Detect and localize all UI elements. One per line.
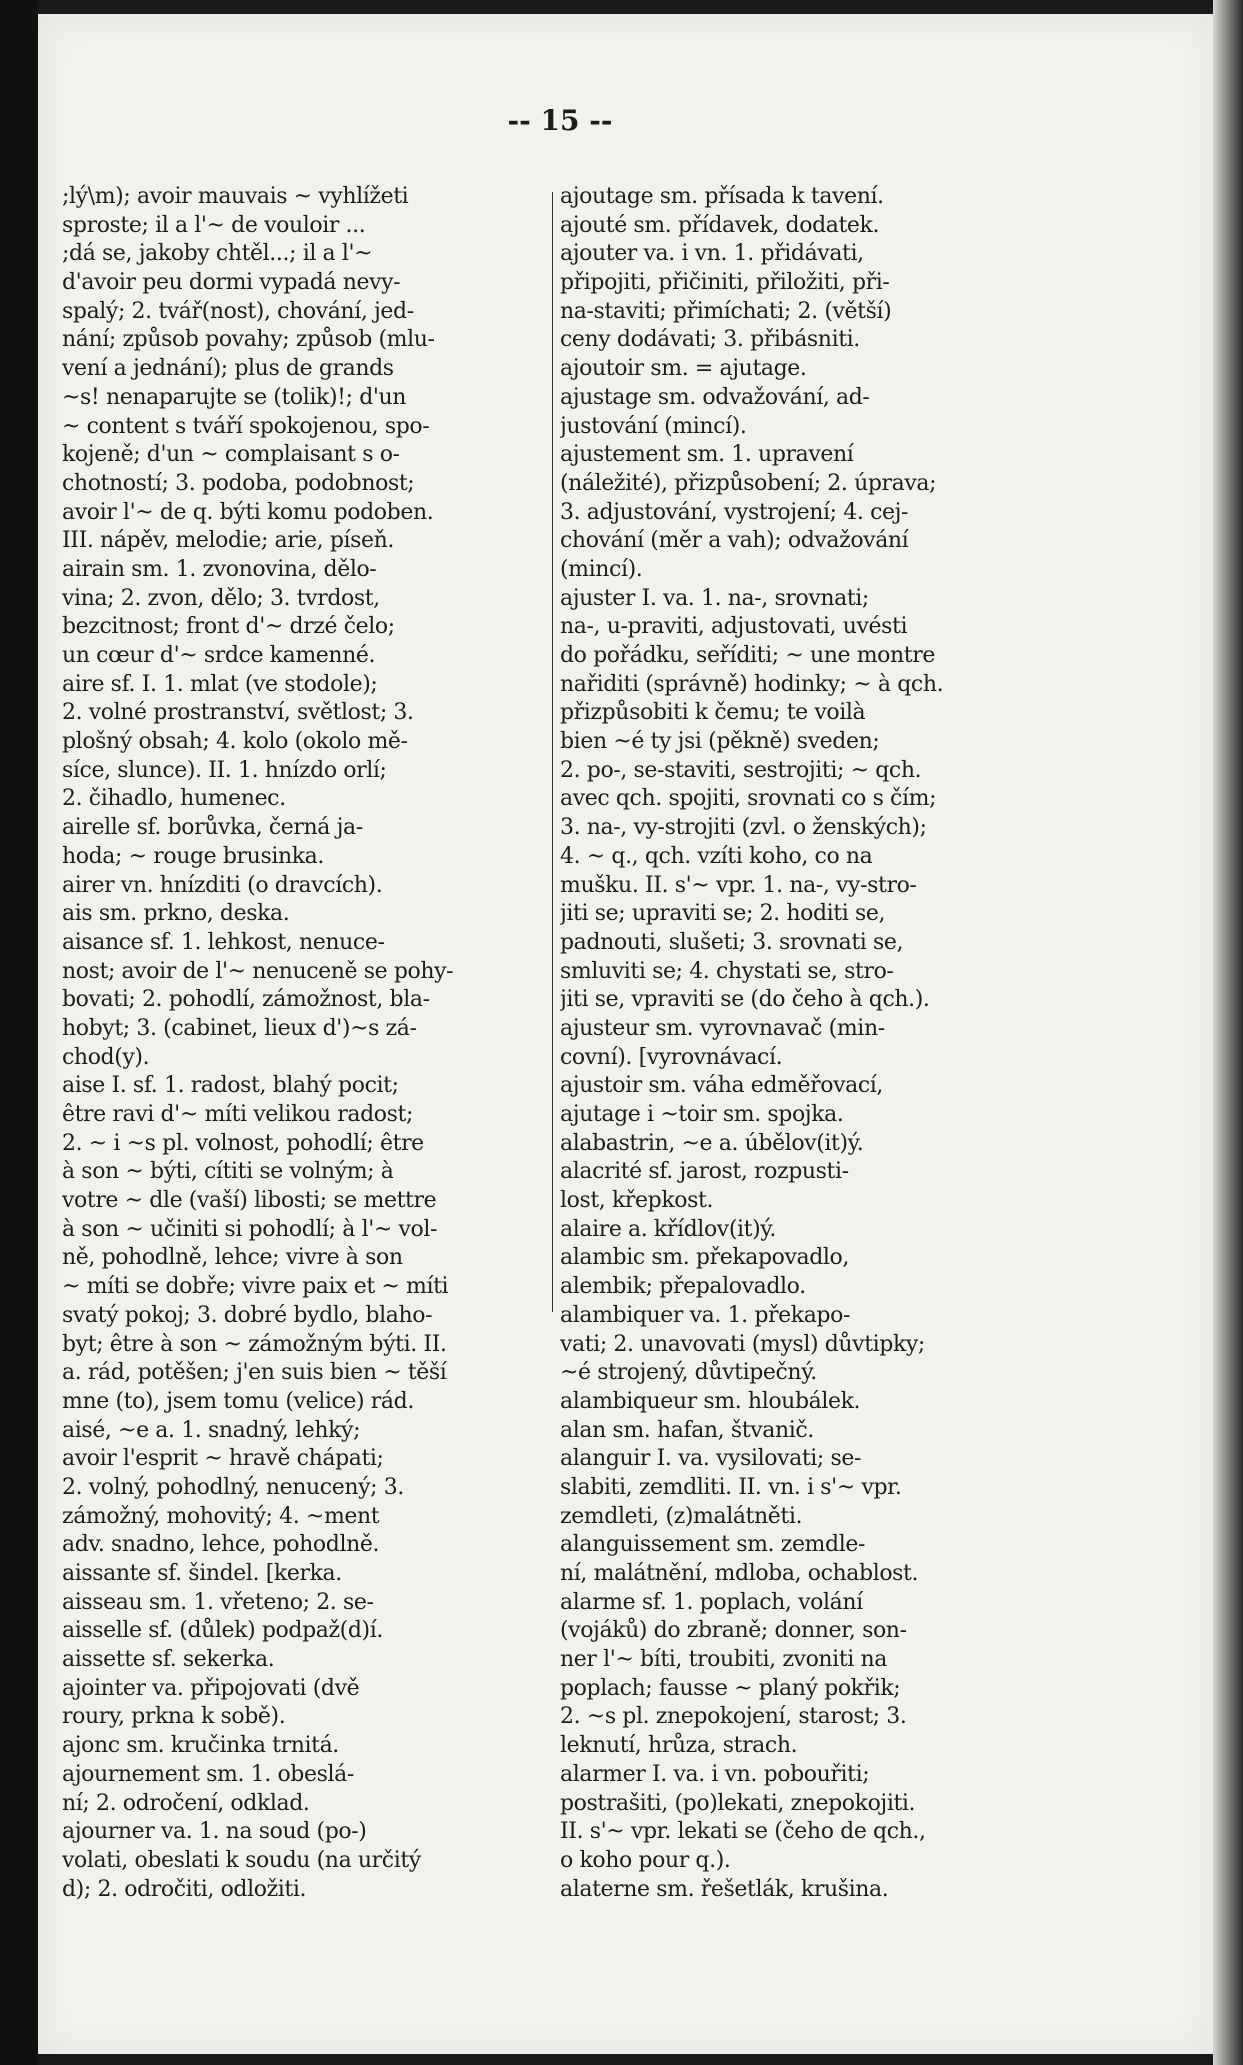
entry-line: vina; 2. zvon, dělo; 3. tvrdost, [62, 585, 380, 611]
column-left [62, 183, 540, 1904]
entry-line: ně, pohodlně, lehce; vivre à son [62, 1245, 403, 1271]
entry-line: ajoutoir sm. = ajutage. [560, 356, 807, 382]
entry-line: ajouter va. i vn. 1. přidávati, [560, 241, 864, 267]
entry-line: postrašiti, (po)lekati, znepokojiti. [560, 1790, 916, 1816]
entry-line: nařiditi (správně) hodinky; ~ à qch. [560, 671, 944, 697]
entry-line: adv. snadno, lehce, pohodlně. [62, 1532, 380, 1558]
entry-line: airain sm. 1. zvonovina, dělo- [62, 556, 377, 582]
entry-line: ní, malátnění, mdloba, ochablost. [560, 1561, 919, 1586]
entry-line: volati, obeslati k soudu (na určitý [62, 1847, 421, 1873]
entry-line: (mincí). [560, 556, 643, 582]
entry-line: 4. ~ q., qch. vzíti koho, co na [560, 843, 873, 869]
page-edge-left [0, 0, 38, 2065]
entry-line: nost; avoir de l'~ nenuceně se pohy- [62, 958, 454, 984]
entry-line: ajourner va. 1. na soud (po-) [62, 1819, 367, 1845]
entry-line: ajouté sm. přídavek, dodatek. [560, 212, 880, 238]
entry-line: ajustoir sm. váha edměřovací, [560, 1073, 884, 1099]
entry-line: zámožný, mohovitý; 4. ~ment [62, 1503, 380, 1529]
entry-line: avoir l'esprit ~ hravě chápati; [62, 1446, 384, 1472]
entry-line: ~ content s tváří spokojenou, spo- [62, 413, 430, 439]
entry-line: être ravi d'~ míti velikou radost; [62, 1102, 413, 1127]
entry-line: byt; être à son ~ zámožným býti. II. [62, 1331, 447, 1357]
entry-line: aisance sf. 1. lehkost, nenuce- [62, 929, 385, 955]
entry-line: jiti se; upraviti se; 2. hoditi se, [560, 901, 886, 927]
entry-line: svatý pokoj; 3. dobré bydlo, blaho- [62, 1302, 433, 1328]
entry-line: ~ míti se dobře; vivre paix et ~ míti [62, 1274, 449, 1300]
entry-line: ~s! nenaparujte se (tolik)!; d'un [62, 384, 407, 410]
entry-line: do pořádku, seříditi; ~ une montre [560, 643, 935, 668]
entry-line: ajustage sm. odvažování, ad- [560, 384, 870, 410]
entry-line: jiti se, vpraviti se (do čeho à qch.). [560, 987, 930, 1013]
entry-line: alambiqueur sm. hloubálek. [560, 1388, 861, 1414]
entry-line: aisé, ~e a. 1. snadný, lehký; [62, 1417, 361, 1443]
entry-line: alabastrin, ~e a. úbělov(it)ý. [560, 1130, 864, 1156]
entry-line: un cœur d'~ srdce kamenné. [62, 643, 376, 668]
column-divider [552, 192, 553, 1312]
entry-line: poplach; fausse ~ planý pokřik; [560, 1675, 901, 1701]
entry-line: mne (to), jsem tomu (velice) rád. [62, 1388, 414, 1414]
entry-line: a. rád, potěšen; j'en suis bien ~ těší [62, 1360, 447, 1386]
entry-line: covní). [vyrovnávací. [560, 1044, 783, 1070]
entry-line: 2. volný, pohodlný, nenucený; 3. [62, 1474, 404, 1500]
entry-line: padnouti, slušeti; 3. srovnati se, [560, 929, 904, 955]
entry-line: aise I. sf. 1. radost, blahý pocit; [62, 1073, 399, 1099]
entry-line: mušku. II. s'~ vpr. 1. na-, vy-stro- [560, 872, 917, 898]
entry-line: 3. adjustování, vystrojení; 4. cej- [560, 499, 909, 525]
entry-line: 3. na-, vy-strojiti (zvl. o ženských); [560, 815, 927, 841]
entry-line: d); 2. odročiti, odložiti. [62, 1876, 307, 1902]
page-edge-right [1213, 0, 1243, 2065]
entry-line: 2. volné prostranství, světlost; 3. [62, 700, 414, 726]
entry-line: alarme sf. 1. poplach, volání [560, 1589, 863, 1615]
entry-line: votre ~ dle (vaší) libosti; se mettre [62, 1188, 437, 1214]
entry-line: spalý; 2. tvář(nost), chování, jed- [62, 298, 414, 324]
entry-line: ;lý\m); avoir mauvais ~ vyhlížeti [62, 184, 409, 209]
entry-line: II. s'~ vpr. lekati se (čeho de qch., [560, 1819, 926, 1845]
entry-line: alaterne sm. řešetlák, krušina. [560, 1876, 889, 1902]
entry-line: ner l'~ bíti, troubiti, zvoniti na [560, 1647, 887, 1673]
entry-line: ajutage i ~toir sm. spojka. [560, 1102, 844, 1127]
entry-line: ajointer va. připojovati (dvě [62, 1675, 360, 1701]
entry-line: alanguir I. va. vysilovati; se- [560, 1446, 862, 1472]
entry-line: lost, křepkost. [560, 1188, 714, 1214]
entry-line: ajuster I. va. 1. na-, srovnati; [560, 585, 869, 611]
entry-line: justování (mincí). [560, 413, 747, 439]
entry-line: à son ~ býti, cítiti se volným; à [62, 1159, 394, 1185]
entry-line: ajustement sm. 1. upravení [560, 442, 854, 468]
entry-line: smluviti se; 4. chystati se, stro- [560, 958, 894, 984]
entry-line: plošný obsah; 4. kolo (okolo mě- [62, 729, 408, 755]
entry-line: zemdleti, (z)malátněti. [560, 1503, 803, 1529]
entry-line: alembik; přepalovadlo. [560, 1274, 806, 1300]
entry-line: přizpůsobiti k čemu; te voilà [560, 700, 866, 726]
entry-line: ais sm. prkno, deska. [62, 901, 290, 927]
entry-line: avoir l'~ de q. býti komu podoben. [62, 499, 434, 525]
entry-line: aissette sf. sekerka. [62, 1647, 275, 1673]
entry-line: chotností; 3. podoba, podobnost; [62, 470, 415, 496]
entry-line: hoda; ~ rouge brusinka. [62, 843, 324, 869]
entry-line: (vojáků) do zbraně; donner, son- [560, 1618, 907, 1644]
entry-line: ;dá se, jakoby chtěl...; il a l'~ [62, 241, 373, 267]
entry-line: nání; způsob povahy; způsob (mlu- [62, 327, 435, 353]
entry-line: alambiquer va. 1. překapo- [560, 1302, 850, 1328]
entry-line: aisselle sf. (důlek) podpaž(d)í. [62, 1618, 383, 1644]
entry-line: ní; 2. odročení, odklad. [62, 1790, 310, 1816]
entry-line: vati; 2. unavovati (mysl) důvtipky; [560, 1331, 925, 1357]
entry-line: chod(y). [62, 1044, 150, 1070]
entry-line: aisseau sm. 1. vřeteno; 2. se- [62, 1589, 374, 1615]
entry-line: vení a jednání); plus de grands [62, 356, 394, 382]
entry-line: slabiti, zemdliti. II. vn. i s'~ vpr. [560, 1474, 902, 1500]
entry-line: alambic sm. překapovadlo, [560, 1245, 849, 1271]
entry-line: alacrité sf. jarost, rozpusti- [560, 1159, 849, 1185]
entry-line: ajusteur sm. vyrovnavač (min- [560, 1015, 885, 1041]
entry-line: na-staviti; přimíchati; 2. (větší) [560, 298, 892, 324]
entry-line: 2. čihadlo, humenec. [62, 786, 286, 812]
entry-line: kojeně; d'un ~ complaisant s o- [62, 442, 400, 468]
entry-line: 2. ~ i ~s pl. volnost, pohodlí; être [62, 1130, 424, 1156]
entry-line: à son ~ učiniti si pohodlí; à l'~ vol- [62, 1216, 438, 1242]
entry-line: ajournement sm. 1. obeslá- [62, 1761, 354, 1787]
entry-line: aissante sf. šindel. [kerka. [62, 1561, 342, 1586]
entry-line: bien ~é ty jsi (pěkně) sveden; [560, 729, 880, 755]
entry-line: 2. ~s pl. znepokojení, starost; 3. [560, 1704, 907, 1730]
entry-line: ~é strojený, důvtipečný. [560, 1360, 817, 1386]
entry-line: chování (měr a vah); odvažování [560, 528, 909, 554]
entry-line: hobyt; 3. (cabinet, lieux d')~s zá- [62, 1015, 417, 1041]
entry-line: roury, prkna k sobě). [62, 1704, 286, 1730]
entry-line: ajoutage sm. přísada k tavení. [560, 184, 884, 209]
entry-line: alarmer I. va. i vn. pobouřiti; [560, 1761, 870, 1787]
entry-line: na-, u-praviti, adjustovati, uvésti [560, 614, 908, 640]
entry-line: avec qch. spojiti, srovnati co s čím; [560, 786, 937, 812]
entry-line: alaire a. křídlov(it)ý. [560, 1216, 776, 1242]
entry-line: sproste; il a l'~ de vouloir ... [62, 212, 366, 238]
entry-line: připojiti, přičiniti, přiložiti, při- [560, 270, 890, 296]
entry-line: alanguissement sm. zemdle- [560, 1532, 865, 1558]
entry-line: o koho pour q.). [560, 1847, 731, 1873]
entry-line: 2. po-, se-staviti, sestrojiti; ~ qch. [560, 757, 922, 783]
column-right [560, 183, 1038, 1904]
entry-line: ceny dodávati; 3. přibásniti. [560, 327, 860, 353]
entry-line: airer vn. hnízditi (o dravcích). [62, 872, 383, 898]
entry-line: ajonc sm. kručinka trnitá. [62, 1733, 339, 1759]
entry-line: d'avoir peu dormi vypadá nevy- [62, 270, 401, 296]
entry-line: alan sm. hafan, štvanič. [560, 1417, 814, 1443]
entry-line: aire sf. I. 1. mlat (ve stodole); [62, 671, 378, 697]
entry-line: bovati; 2. pohodlí, zámožnost, bla- [62, 987, 430, 1013]
page-number: -- 15 -- [507, 104, 613, 137]
entry-line: (náležité), přizpůsobení; 2. úprava; [560, 470, 937, 496]
entry-line: bezcitnost; front d'~ drzé čelo; [62, 614, 395, 640]
entry-line: airelle sf. borůvka, černá ja- [62, 815, 363, 841]
entry-line: leknutí, hrůza, strach. [560, 1733, 798, 1759]
entry-line: síce, slunce). II. 1. hnízdo orlí; [62, 757, 387, 783]
entry-line: III. nápěv, melodie; arie, píseň. [62, 528, 395, 554]
